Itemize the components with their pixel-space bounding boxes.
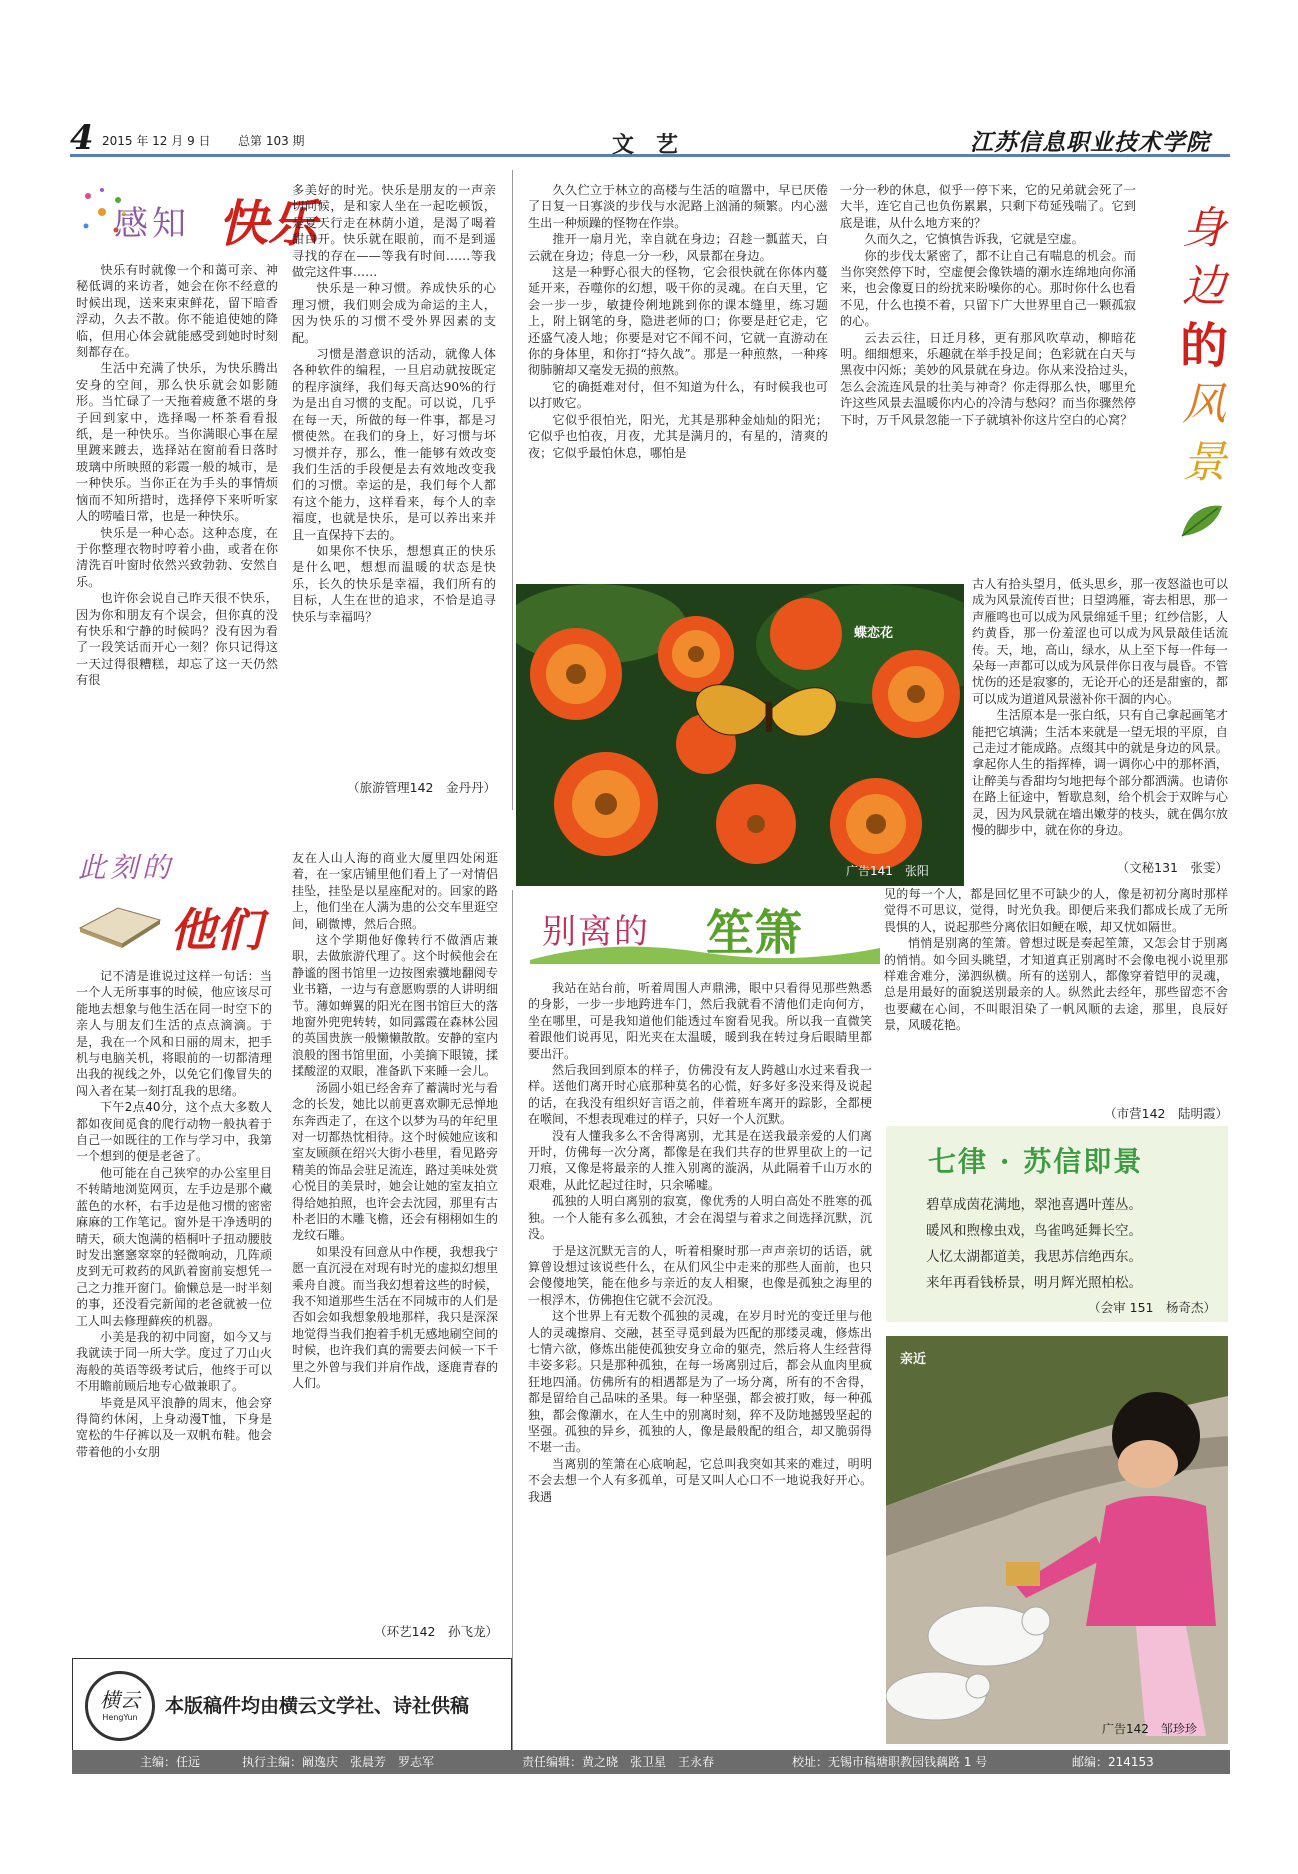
butterfly-flower-photo (516, 584, 964, 886)
book-icon (74, 888, 164, 950)
column-2 (292, 182, 496, 782)
column-1 (76, 262, 278, 814)
title-char: 身 (1182, 203, 1226, 254)
photo-label: 蝶恋花 (854, 626, 894, 641)
paragraph: 这是一种野心很大的怪物，它会很快就在你体内蔓延开来，吞噬你的幻想，吸干你的灵魂。在白天里，它会一步一步，敏捷伶俐地跳到你的课本缝里，练习题上，附上钢笔的身，隐进老师的口；你要是赶它走，它还盛气凌人地；你要是对它不闻不问，它就一直游动在你的身体里，和你打“持久战”。那是一种煎熬，一种疼彻肺腑却又毫发无损的煎熬。 (528, 265, 828, 378)
paragraph: 我站在站台前，听着周围人声鼎沸，眼中只看得见那些熟悉的身影，一步一步地跨进车门，然后我就看不清他们走向何方，坐在哪里，可是我知道他们能透过车窗看见我。所以我一直微笑着跟他们说再见，阳光夹在太温暖，暖到我在转过身后眼睛里都要出汗。 (528, 981, 872, 1061)
photo-credit: 广告141 张阳 (846, 864, 929, 878)
paragraph: 也许你会说自己昨天很不快乐，因为你和朋友有个误会，但你真的没有快乐和宁静的时候吗？没有因为看了一段笑话而开心一刻？你只记得这一天过得很糟糕，却忘了这一天仍然有很 (76, 591, 278, 688)
paragraph: 于是这沉默无言的人，听着相聚时那一声声亲切的话语，就算曾设想过该说些什么，在从们风尘中走来的那些人面前，也只会傻傻地笑，能在他乡与亲近的友人相聚，也像是孤独之海里的一根浮木，仿佛抱住它就不会沉没。 (528, 1243, 872, 1307)
paragraph: 记不清是谁说过这样一句话：当一个人无所事事的时候，他应该尽可能地去想象与他生活在同一时空下的亲人与朋友们生活的点点滴滴。于是，我在一个风和日丽的周末，把手机与电脑关机，将眼前的一切都清理出我的视线之外，以免它们像冒失的闯入者在某一刻打乱我的思绪。 (76, 969, 272, 1098)
column-3 (528, 182, 828, 574)
paragraph: 云去云往，日迁月移，更有那风吹草动，柳暗花明。细细想来，乐趣就在举手投足间；色彩就在白天与黑夜中闪烁；美妙的风景就在身边。你从来没拾过头，怎么会流连风景的壮美与神奇？你走得那么快，哪里允许这些风景去温暖你内心的冷清与愁闷？而当你骤然停下时，万千风景忽能一下子就填补你这片空白的心窝？ (840, 330, 1136, 427)
paragraph: 快乐有时就像一个和蔼可亲、神秘低调的来访者，她会在你不经意的时候出现，送来束束鲜花，留下暗香浮动，久去不散。你不能追使她的降临，但用心体会就能感受到她时时刻刻都存在。 (76, 263, 278, 360)
paragraph: 久而久之，它慎慎告诉我，它就是空虚。 (864, 232, 1084, 247)
paragraph: 这个世界上有无数个孤独的灵魂，在岁月时光的变迁里与他人的灵魂擦肩、交融，甚至寻觅到最为匹配的那缕灵魂，修炼出七情六欲，修炼出能使孤独安身立命的躯壳，然后将人生经营得丰姿多彩。只是那种孤独，在每一场离别过后，都会从血肉里疯狂地四涌。仿佛所有的相遇都是为了一场分离，所有的不舍得，都是留给自己品味的圣果。每一种坚强，都会被打败，每一种孤独，都会像潮水，在人生中的别离时刻，猝不及防地撼毁坚起的坚强。孤独的异乡，孤独的人，像是最般配的组合，却又脆弱得不堪一击。 (528, 1309, 872, 1455)
poem-line: 人忆太湖都道美，我思苏信绝西东。 (926, 1249, 1142, 1265)
notice-text: 本版稿件均由横云文学社、诗社供稿 (165, 1695, 470, 1717)
byline: （旅游管理142 金丹丹） (347, 780, 496, 795)
title-small: 别离的 (542, 912, 650, 952)
byline: （环艺142 孙飞龙） (374, 1624, 498, 1639)
title-char: 边 (1182, 261, 1226, 312)
page-footer (72, 1750, 1230, 1774)
title-small: 此刻的 (78, 851, 175, 884)
footer-address: 校址：无锡市稿塘职教园钱藕路 1 号 (792, 1755, 988, 1769)
article-title (530, 896, 880, 966)
paragraph: 毕竟是风平浪静的周末，他会穿得简约休闲，上身动漫T恤，下身是宽松的牛仔裤以及一双帆布鞋。他会带着他的小女朋 (76, 1395, 272, 1459)
page-number: 4 (70, 118, 94, 158)
footer-zip: 邮编：214153 (1072, 1755, 1154, 1769)
paragraph: 生活原本是一张白纸，只有自己拿起画笔才能把它填满；生活本来就是一望无垠的平原，自己走过才能成路。点缀其中的就是身边的风景。拿起你人生的指挥棒，调一调你心中的那杯酒，让醉美与香甜均匀地把每个部分都洒满。也请你在路上征途中，暂歇息刻，给个机会于双眸与心灵，因为风景就在墙出嫩芽的枝头，就在偶尔放慢的脚步中，就在你的身边。 (972, 708, 1228, 838)
column-5 (972, 576, 1228, 856)
paragraph: 它的确挺难对付，但不知道为什么，有时候我也可以打败它。 (528, 379, 828, 411)
footer-chief: 主编：任远 (140, 1755, 201, 1769)
poem-line: 暖风和煦橡虫戏，鸟雀鸣延舞长空。 (926, 1223, 1142, 1239)
byline: （市营142 陆明霞） (1104, 1106, 1228, 1121)
paragraph: 然后我回到原本的样子，仿佛没有友人跨越山水过来看我一样。送他们离开时心底那种莫名的心慌，好多好多没来得及说起的话，在我没有组织好言语之前，伴着班车离开的踪影，全都梗在喉间，不想表现难过的样子，只好一个人沉默。 (528, 1063, 872, 1127)
paragraph: 生活中充满了快乐，为快乐腾出安身的空间，那么快乐就会如影随形。当忙碌了一天拖着疲惫不堪的身子回到家中，选择喝一杯茶看看报纸，是一种快乐。当你满眼心事在屋里踱来踱去，选择站在窗前看日落时玻璃中所映照的彩霞一般的城市，是一种快乐。当你正在为手头的事情烦恼而不知所措时，选择停下来听听家人的唠嗑日常，也是一种快乐。 (76, 361, 278, 524)
vertical-title (1176, 200, 1232, 530)
leaf-icon (1178, 500, 1226, 540)
paragraph: 孤独的人明白离别的寂寞，像优秀的人明白高处不胜寒的孤独。一个人能有多么孤独，才会在渴望与着求之间选择沉默，沉没。 (528, 1194, 872, 1242)
paragraph: 见的每一个人，都是回忆里不可缺少的人，像是初初分离时那样觉得不可思议，觉得，时光负我。即便后来我们都成长成了无所畏惧的人，说起那些分离依旧如鲠在喉，却又忧如隔世。 (884, 887, 1228, 934)
column-3 (528, 980, 872, 1770)
title-char: 景 (1182, 437, 1226, 488)
paragraph: 悄悄是别离的笙箫。曾想过既是奏起笙箫，又怎会甘于别离的悄悄。如今回头眺望，才知道真正别离时不会像电视小说里那样难舍难分，涕泗纵横。所有的送别人，都像穿着铠甲的灵魂，总是用最好的面貌送别最亲的人。纵然此去经年，那些留恋不舍也要藏在心间，不叫眼泪染了一帆风顺的去途，那里，良辰好景，风暖花艳。 (884, 936, 1228, 1033)
column-1 (76, 968, 272, 1640)
title-char: 的 (1179, 318, 1228, 374)
title-big: 快乐 (218, 194, 318, 253)
paragraph: 下午2点40分，这个点大多数人都如夜间觅食的爬行动物一般执着于自己一如既往的工作与学习中，我第一个想到的便是老爸了。 (76, 1100, 272, 1164)
club-logo (85, 1671, 155, 1741)
paragraph: 没有人懂我多么不舍得离别，尤其是在送我最亲爱的人们离开时，仿佛每一次分离，都像是在我们共存的世界里砍上的一记刀痕，又像是将最亲的人推入别离的漩涡，从此隔着千山万水的艰难，从此忆起过往时，只余唏嘘。 (528, 1128, 872, 1192)
paragraph: 久久伫立于林立的高楼与生活的喧嚣中，早已厌倦了日复一日寡淡的步伐与水泥路上汹涌的频繁。内心滋生出一种烦躁的怪物在作祟。 (528, 183, 828, 230)
paragraph: 小美是我的初中同窗，如今又与我就读于同一所大学。度过了刀山火海般的英语等级考试后，他终于可以不用瞻前顾后地专心做兼职了。 (76, 1329, 272, 1394)
byline: （会审 151 杨奇杰） (1088, 1300, 1216, 1315)
paragraph: 如果没有回意从中作梗，我想我宁愿一直沉浸在对现有时光的虚拟幻想里乘舟自渡。而当我幻想着这些的时候，我不知道那些生活在不同城市的人们是否如会如我想象般地那样，我只是深深地觉得当我们抱着手机无感地刷空间的时候，也许我们真的需要去问候一下千里之外曾与我们并肩作战，逐鹿青春的人们。 (292, 1244, 498, 1390)
photo-label: 亲近 (900, 1352, 927, 1367)
paragraph: 当离别的笙箫在心底响起，它总叫我突如其来的难过，明明不会去想一个人有多孤单，可是又叫人心口不一地说我好开心。我遇 (528, 1456, 872, 1504)
paragraph: 快乐是一种习惯。养成快乐的心理习惯，我们则会成为命运的主人，因为快乐的习惯不受外界因素的支配。 (292, 281, 496, 345)
title-small: 感知 (114, 204, 190, 244)
issue-number: 总第 103 期 (238, 134, 305, 148)
column-2 (292, 850, 498, 1622)
paragraph: 汤圆小姐已经舍弃了蓄满时光与看念的长发，她比以前更喜欢聊无忌惮地东奔西走了，在这个以梦为马的年纪里对一切都热忱相待。这个时候她应该和室友顾颜在绍兴大街小巷里，看见路旁精美的饰品会驻足流连，路过美味处赏心悦目的美景时，她会让她的室友拍立得给她拍照，也许会去沈园，那里有古朴老旧的木雕飞檐，还会有栩栩如生的龙纹石雕。 (292, 1080, 498, 1243)
school-name: 江苏信息职业技术学院 (970, 129, 1210, 156)
paragraph: 快乐是一种心态。这种态度，在于你整理衣物时哼着小曲，或者在你清洗百叶窗时依然兴致勃勃、安然自乐。 (76, 525, 278, 589)
photo-credit: 广告142 邹珍珍 (1102, 1722, 1197, 1736)
issue-date: 2015 年 12 月 9 日 (102, 134, 211, 148)
poem-title: 七律 · 苏信即景 (928, 1145, 1144, 1178)
page-header (70, 118, 1230, 158)
paragraph: 这个学期他好像转行不做酒店兼职，去做旅游代理了。这个时候他会在静谧的图书馆里一边按图索骥地翻阅专业书籍，一边与有意愿购票的人讲明细节。薄如蝉翼的阳光在图书馆巨大的落地窗外兜兜转转，如同露霞在森林公园的英国贵族一般懒懒散散。安静的室内浪般的图书馆里面，小美摘下眼镜，揉揉酸涩的双眼，准备趴下来睡一会儿。 (292, 933, 498, 1079)
paragraph: 友在人山人海的商业大厦里四处闲逛着，在一家店铺里他们看上了一对情侣挂坠，挂坠是以星座配对的。回家的路上，他们坐在人满为患的公交车里逛空间，刷微博，然后合照。 (292, 851, 498, 931)
column-divider (512, 890, 513, 1760)
paragraph: 推开一扇月光，幸自就在身边；召趁一瓢蓝天，白云就在身边；侍息一分一秒，风景都在身边。 (528, 232, 828, 263)
footer-editors: 责任编辑：黄之晓 张卫星 王永春 (522, 1755, 715, 1769)
section-title: 文 艺 (612, 132, 679, 158)
child-doves-photo (886, 1336, 1228, 1744)
poem-line: 来年再看钱桥景，明月辉光照柏松。 (926, 1275, 1142, 1291)
title-big: 他们 (170, 903, 262, 957)
paragraph: 习惯是潜意识的活动，就像人体各种软件的编程，一旦启动就按既定的程序演绎，我们每天高达90%的行为是出自习惯的支配。可以说，几乎在每一天，所做的每一件事，都是习惯使然。在我们的身上，好习惯与坏习惯并存，那么，惟一能够有效改变我们生活的手段便是去有效地改变我们的习惯。幸运的是，我们每个人都有这个能力，这样看来，每个人的幸福度，也就是快乐，是可以养出来并且一直保持下去的。 (292, 347, 496, 542)
paragraph: 它似乎很怕光，阳光，尤其是那种金灿灿的阳光；它似乎也怕夜，月夜，尤其是满月的，有星的，清爽的夜；它似乎最怕休息，哪怕是 (528, 412, 828, 460)
footer-exec: 执行主编：阚逸庆 张晨芳 罗志军 (242, 1755, 435, 1769)
column-divider (512, 170, 513, 810)
paragraph: 多美好的时光。快乐是朋友的一声亲切问候，是和家人坐在一起吃顿饭，是夏天行走在林荫小道，是渴了喝着甜白开。快乐就在眼前，而不是到遥寻找的存在——等我有时间……等我做完这件事…… (292, 183, 496, 280)
column-4 (884, 886, 1228, 1102)
paragraph: 他可能在自己狭窄的办公室里目不转睛地浏览网页，左手边是那个藏蓝色的水杯，右手边是他习惯的密密麻麻的工作笔记。窗外是干净透明的晴天，硕大饱满的梧桐叶子扭动腰肢时发出窸窸窣窣的轻微响动，几阵顽皮到无可救药的风趴着窗前妄想凭一己之力推开窗门。偷懒总是一时半刻的事，还没看完新闻的老爸就被一位工人叫去修理藓疾的机器。 (76, 1165, 272, 1328)
poem-line: 碧草成茵花满地，翠池喜遇叶莲丛。 (926, 1197, 1142, 1213)
photo-illustration (516, 584, 964, 886)
paragraph: 如果你不快乐，想想真正的快乐是什么吧，想想而温暖的状态是快乐，长久的快乐是幸福，我们所有的目标，人生在世的追求，不恰是追寻快乐与幸福吗？ (292, 543, 496, 624)
photo-illustration (886, 1336, 1228, 1744)
contributor-notice (72, 1658, 512, 1752)
poem-lines (926, 1192, 1226, 1296)
article-title (74, 846, 284, 966)
byline: （文秘131 张雯） (1116, 860, 1228, 875)
poem-box (886, 1126, 1228, 1322)
paragraph: 你的步伐太紧密了，都不让自己有喘息的机会。而当你突然停下时，空虚便会像铁墙的潮水连绵地向你涌来，也会像夏日的纷扰来盼噪你的心。那时你什么也看不见，什么也摸不着，只留下广大世界里自己一颗孤寂的心。 (840, 248, 1136, 329)
title-char: 风 (1182, 379, 1226, 430)
paragraph: 一分一秒的休息，似乎一停下来，它的兄弟就会死了一大半，连它自己也负伤累累，只剩下苟延残喘了。它到底是谁，从什么地方来的？ (840, 183, 1136, 230)
paragraph: 古人有拾头望月，低头思乡，那一夜怒溢也可以成为风景流传百世；日望鸿雁，寄去相思，那一声雁鸣也可以成为风景绵延千里；红纱信影，人约黄昏，那一份羞涩也可以成为风景敲佳话流传。天，地，高山，绿水，从上至下每一件每一朵每一声都可以成为风景伴你日夜与晨昏。不管忧伤的还是寂寥的，无论开心的还是甜蜜的，都可以成为道道风景滋补你干涸的内心。 (972, 577, 1228, 706)
logo-text: 横云 (100, 1688, 140, 1712)
column-4 (840, 182, 1136, 574)
logo-subtext: HengYun (102, 1713, 138, 1722)
title-big: 笙箫 (706, 905, 803, 961)
